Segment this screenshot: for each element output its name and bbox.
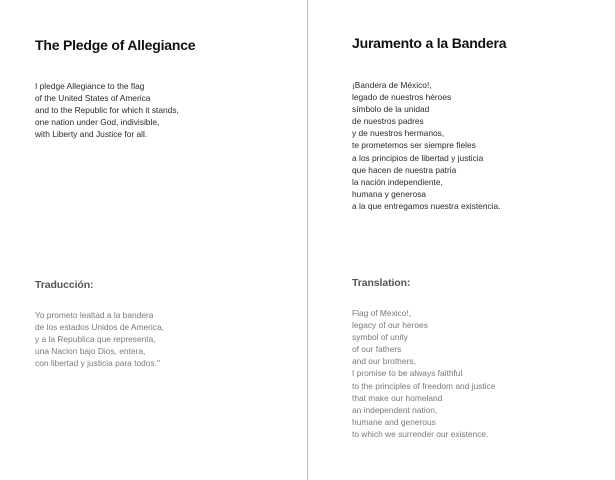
pledge-line: and to the Republic for which it stands,	[35, 105, 179, 116]
translation-line: of our fathers	[352, 344, 402, 355]
translation-line: that make our homeland	[352, 392, 443, 403]
traduccion-line: con libertad y justicia para todos."	[35, 358, 160, 369]
juramento-line: legado de nuestros héroes	[352, 92, 452, 103]
pledge-line: one nation under God, indivisible,	[35, 117, 160, 128]
translation-line: symbol of unity	[352, 332, 408, 343]
pledge-title: The Pledge of Allegiance	[35, 37, 196, 53]
juramento-line: a la que entregamos nuestra existencia.	[352, 200, 501, 211]
juramento-line: ¡Bandera de México!,	[352, 80, 432, 90]
juramento-title: Juramento a la Bandera	[352, 35, 507, 51]
right-page	[308, 0, 615, 480]
juramento-line: y de nuestros hermanos,	[352, 128, 445, 139]
juramento-line: la nación independiente,	[352, 176, 443, 187]
pledge-line: I pledge Allegiance to the flag	[35, 81, 145, 91]
traduccion-line: de los estados Unidos de America,	[35, 322, 164, 333]
left-page	[0, 0, 307, 480]
traduccion-line: una Nacion bajo Dios, entera,	[35, 346, 146, 357]
juramento-line: humana y generosa	[352, 188, 427, 199]
translation-line: to the principles of freedom and justice	[352, 380, 496, 391]
pledge-line: of the United States of America	[35, 93, 151, 104]
juramento-line: que hacen de nuestra patria	[352, 164, 457, 175]
traduccion-line: y a la Republica que representa,	[35, 334, 156, 345]
translation-heading: Translation:	[352, 277, 411, 289]
translation-line: Flag of Mexico!,	[352, 308, 412, 318]
translation-text	[352, 307, 495, 440]
traduccion-line: Yo prometo lealtad a la bandera	[35, 310, 154, 320]
traduccion-text	[35, 309, 164, 369]
translation-line: legacy of our heroes	[352, 320, 428, 331]
juramento-line: a los principios de libertad y justicia	[352, 152, 484, 163]
translation-line: to which we surrender our existence.	[352, 428, 489, 439]
translation-line: I promise to be always faithful	[352, 368, 463, 379]
juramento-line: símbolo de la unidad	[352, 104, 430, 115]
pledge-text	[35, 80, 179, 140]
juramento-line: de nuestros padres	[352, 116, 424, 127]
translation-line: humane and generous	[352, 416, 436, 427]
pledge-line: with Liberty and Justice for all.	[35, 129, 148, 140]
translation-line: an independent nation,	[352, 404, 438, 415]
traduccion-heading: Traducción:	[35, 279, 94, 291]
juramento-line: te prometemos ser siempre fieles	[352, 140, 476, 151]
translation-line: and our brothers,	[352, 356, 416, 367]
juramento-text	[352, 79, 501, 212]
